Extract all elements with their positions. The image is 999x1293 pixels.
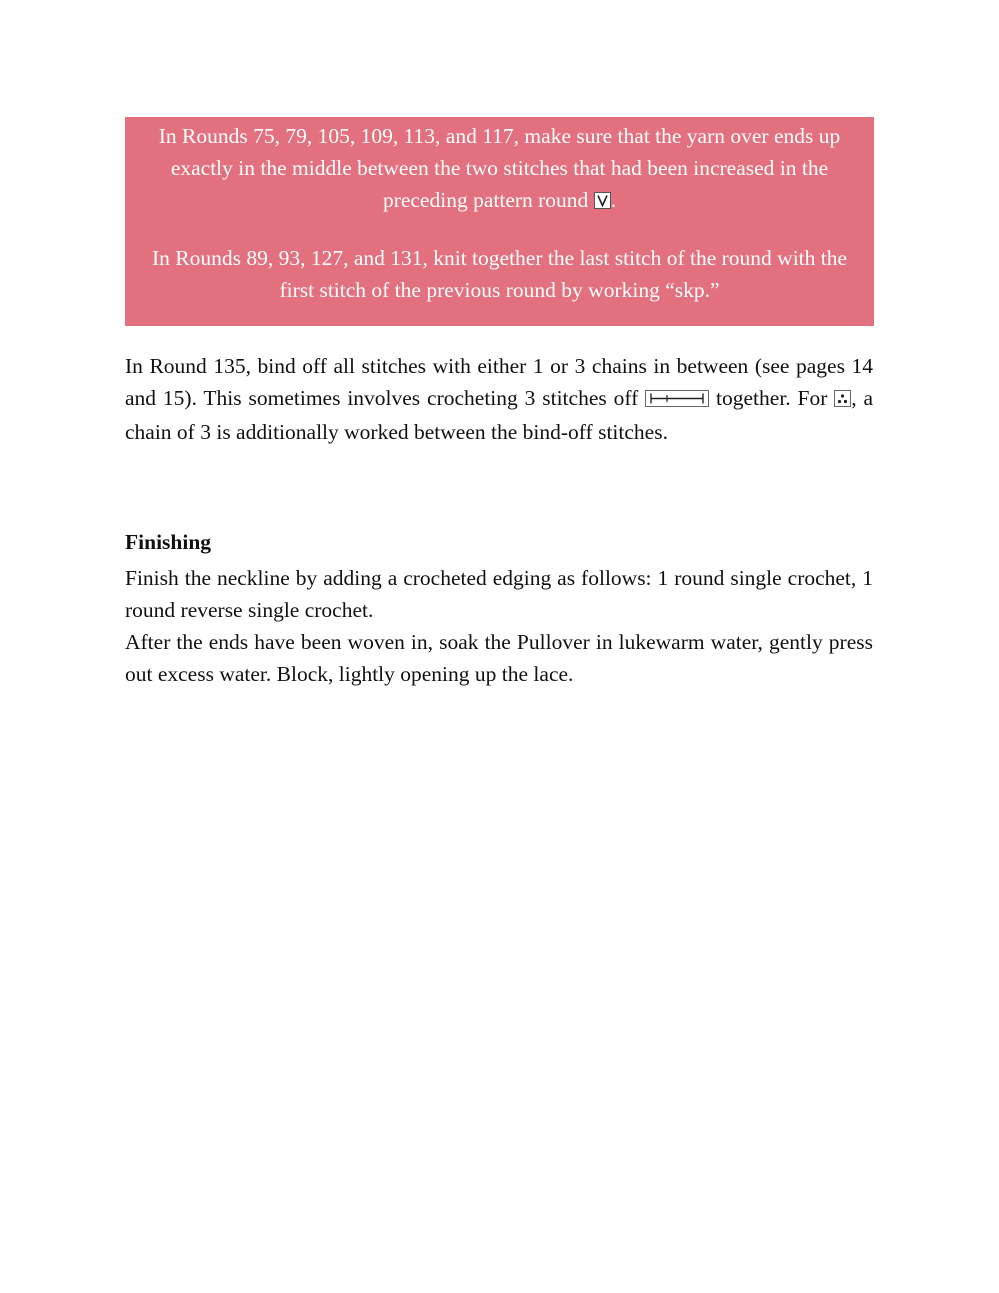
highlight-callout: [125, 117, 874, 326]
finishing-paragraph-blocking: After the ends have been woven in, soak the Pullover in lukewarm water, gently press out excess water. Block, lightly opening up the lace.: [125, 630, 873, 686]
crochet-three-together-symbol-icon: [645, 384, 709, 416]
finishing-paragraph-edging: Finish the neckline by adding a crocheted edging as follows: 1 round single crochet, 1 round reverse single crochet.: [125, 566, 873, 622]
dots-triangle-symbol-icon: [834, 384, 851, 416]
callout-paragraph-skp: In Rounds 89, 93, 127, and 131, knit together the last stitch of the round with the first stitch of the previous round by working “skp.”: [151, 246, 848, 302]
bind-off-paragraph: [125, 350, 873, 448]
finishing-body: [125, 562, 873, 690]
callout-paragraph-yarn-over: [143, 120, 856, 218]
bind-off-text-3: , a chain of 3 is additionally worked between the bind-off stitches.: [125, 386, 874, 444]
v-increase-symbol-icon: [594, 186, 611, 218]
callout-text-yarn-over: In Rounds 75, 79, 105, 109, 113, and 117, make sure that the yarn over ends up exactly in the middle between the two stitches that had been increased in the preceding pattern round: [158, 124, 841, 212]
finishing-heading: Finishing: [125, 530, 212, 554]
callout-text-end: .: [610, 188, 617, 212]
bind-off-text-1: In Round 135, bind off all stitches with either 1 or 3 chains in between (see pages 14 and 15). This sometimes involves crocheting 3 stitches off: [125, 354, 873, 410]
bind-off-text-2: together. For: [716, 386, 828, 410]
